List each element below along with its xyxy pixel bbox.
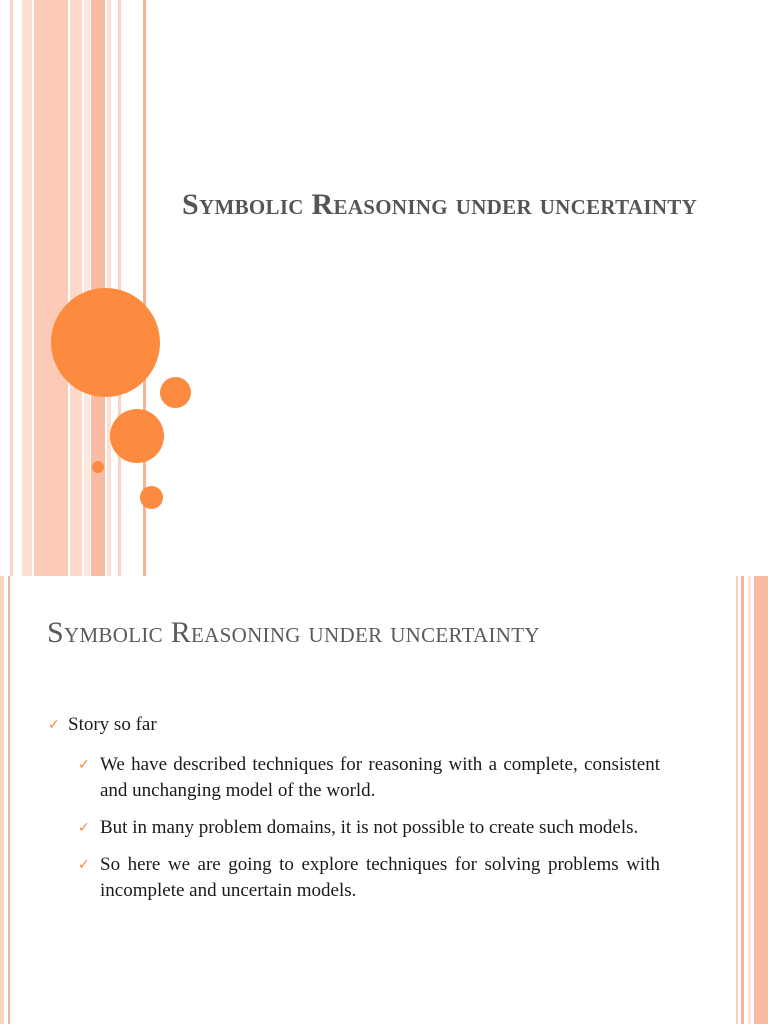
decor-stripe bbox=[736, 576, 738, 1024]
bullet-list bbox=[48, 712, 660, 915]
list-item bbox=[48, 712, 660, 738]
decor-stripe bbox=[754, 576, 768, 1024]
decor-stripe bbox=[118, 0, 121, 576]
decor-circle-medium bbox=[110, 409, 164, 463]
bullet-text: So here we are going to explore techniques for solving problems with incomplete and uncertain models. bbox=[100, 854, 660, 901]
bullet-text: But in many problem domains, it is not possible to create such models. bbox=[100, 817, 639, 838]
decor-circle-large bbox=[51, 288, 160, 397]
content-slide bbox=[0, 576, 768, 1024]
decor-stripe bbox=[0, 576, 4, 1024]
decor-circle-tiny bbox=[92, 461, 104, 473]
bullet-text: We have described techniques for reasoning with a complete, consistent and unchanging model of the world. bbox=[100, 754, 660, 801]
decor-stripe bbox=[70, 0, 82, 576]
checkmark-icon: ✓ bbox=[78, 820, 90, 836]
slide-title: Symbolic Reasoning under uncertainty bbox=[47, 616, 540, 649]
decor-circle-small bbox=[140, 486, 163, 509]
checkmark-icon: ✓ bbox=[78, 857, 90, 873]
list-item bbox=[48, 815, 660, 841]
decor-circle-small bbox=[160, 377, 191, 408]
checkmark-icon: ✓ bbox=[78, 757, 90, 773]
decor-stripe bbox=[748, 576, 751, 1024]
bullet-text: Story so far bbox=[68, 714, 157, 735]
slide-title: Symbolic Reasoning under uncertainty bbox=[182, 188, 698, 221]
decor-stripe bbox=[741, 576, 744, 1024]
list-item bbox=[48, 852, 660, 904]
decor-stripe bbox=[84, 0, 90, 576]
decor-stripe bbox=[34, 0, 68, 576]
list-item bbox=[48, 752, 660, 804]
decor-stripe bbox=[22, 0, 32, 576]
checkmark-icon: ✓ bbox=[48, 717, 60, 733]
decor-stripe bbox=[8, 576, 10, 1024]
decor-stripe bbox=[10, 0, 13, 576]
